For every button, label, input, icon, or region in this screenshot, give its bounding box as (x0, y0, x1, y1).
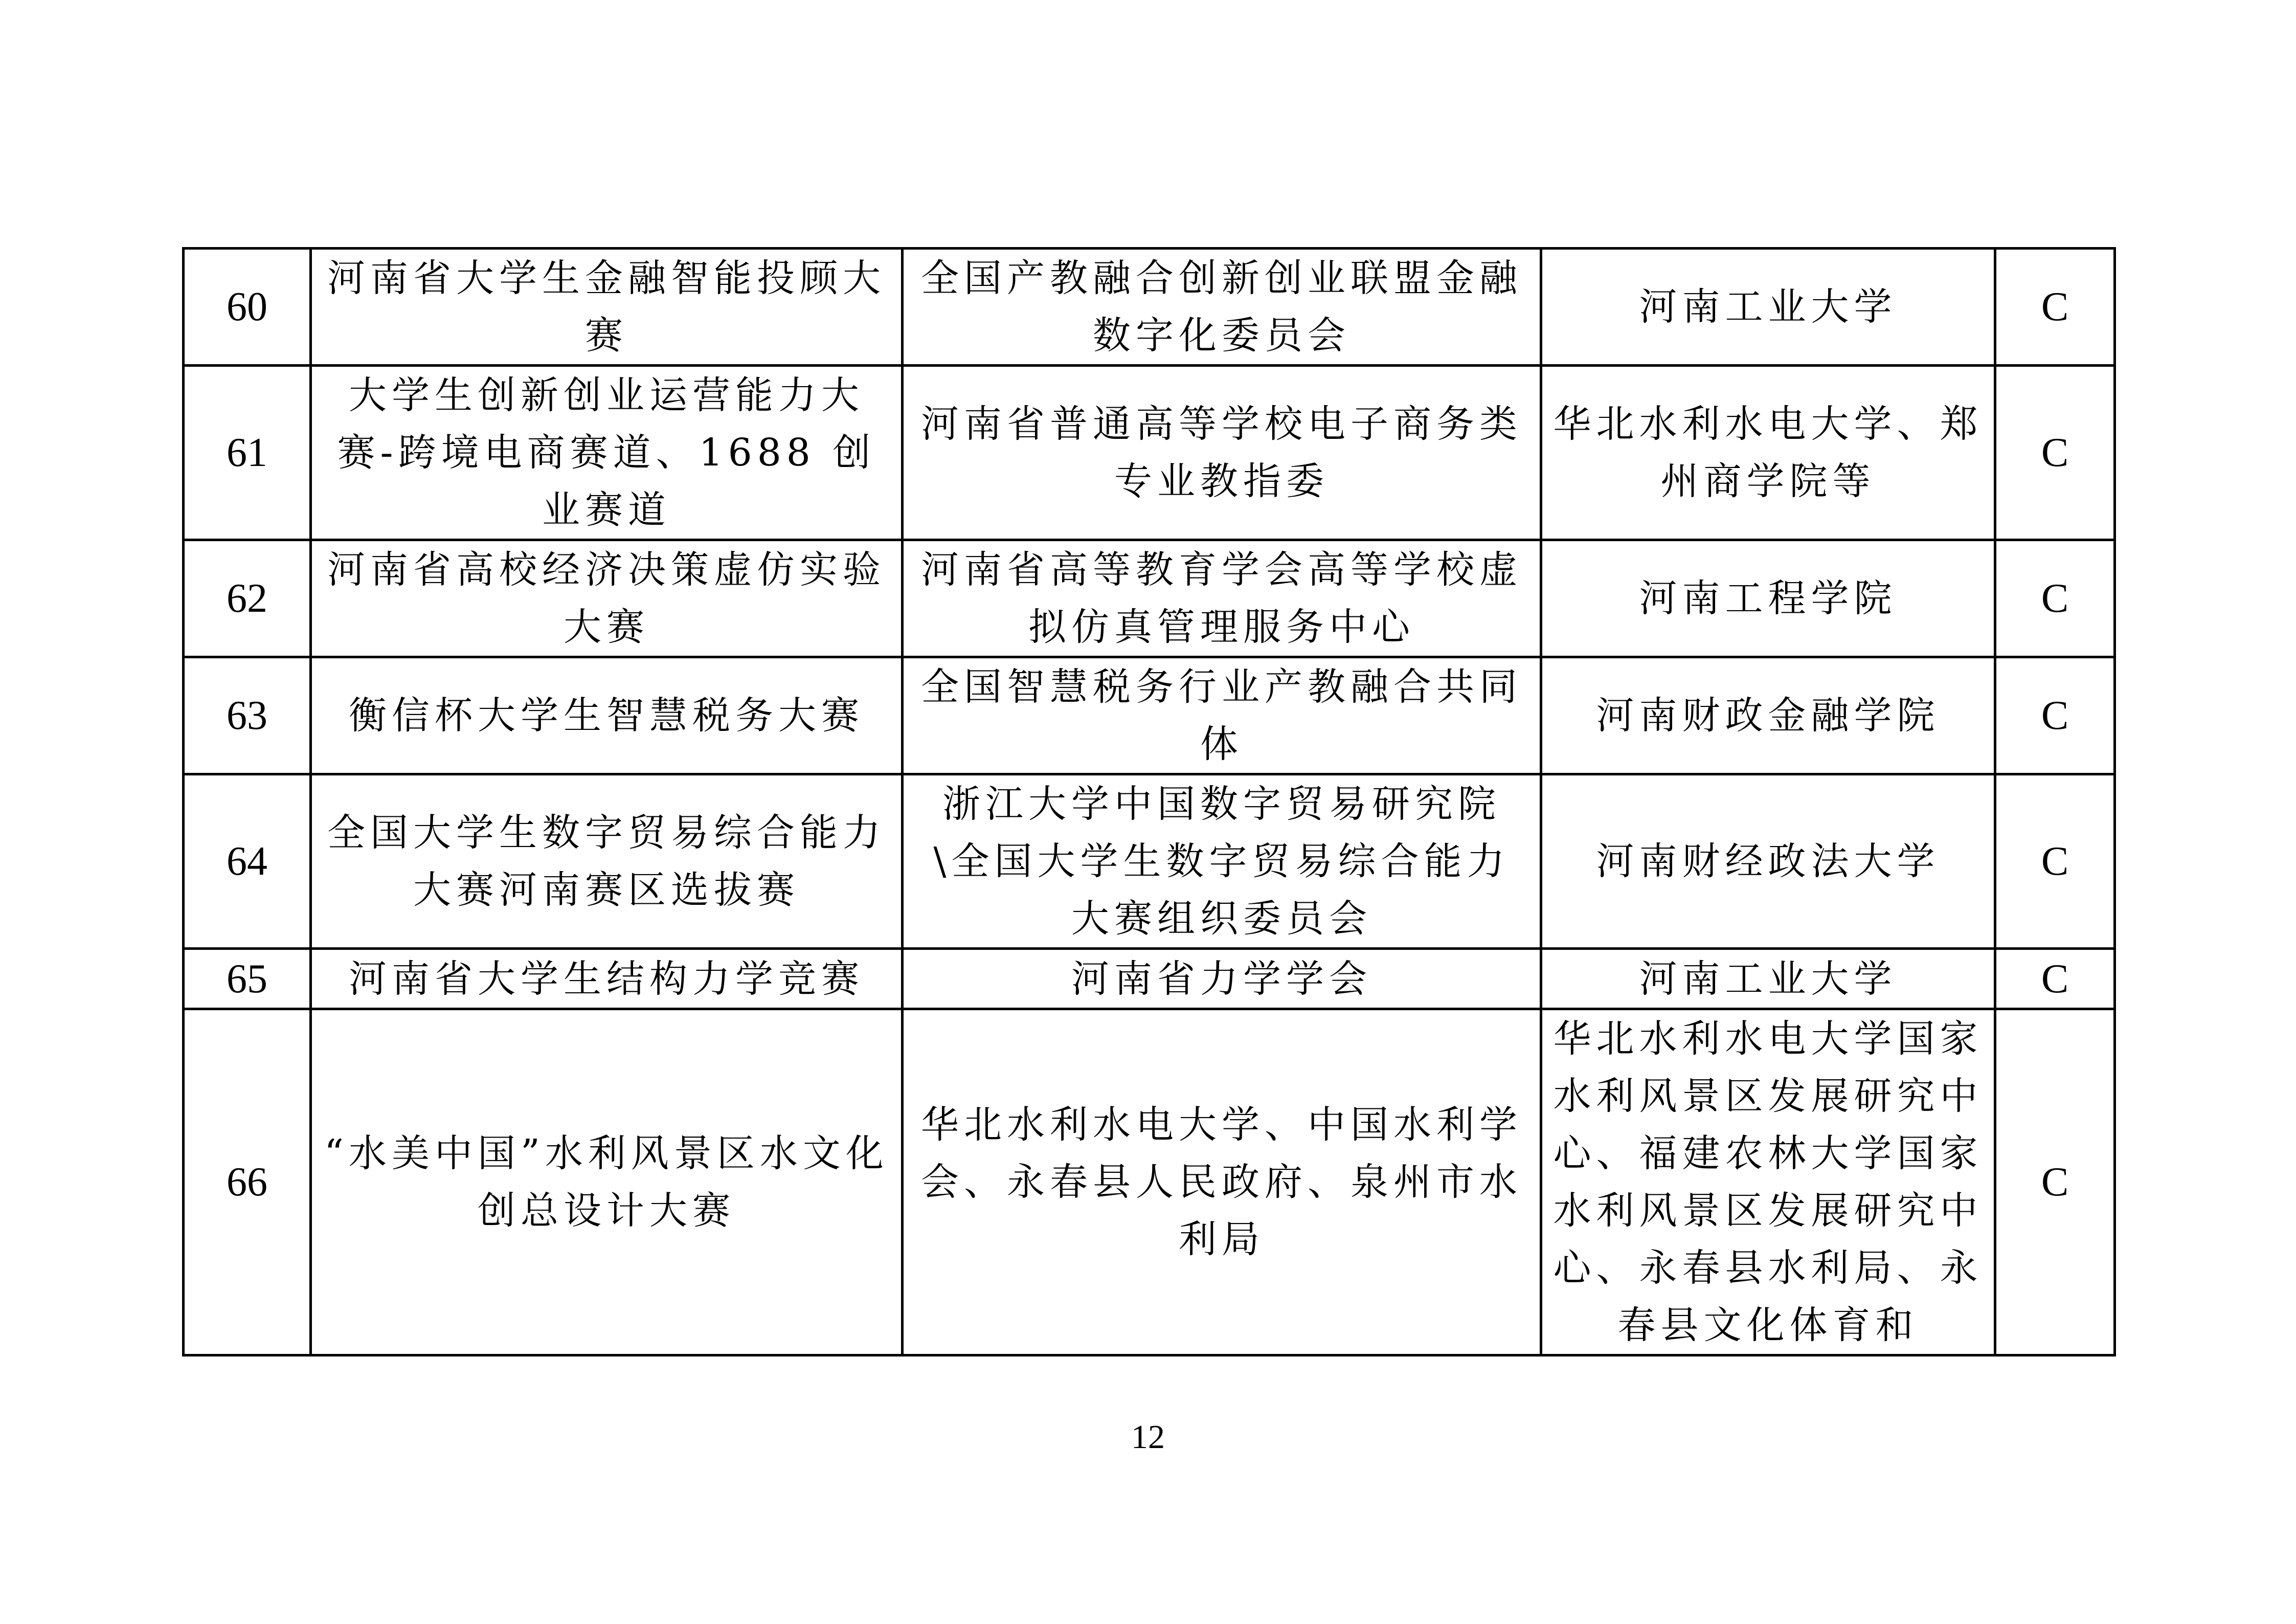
competition-name: 河南省大学生结构力学竞赛 (311, 949, 903, 1009)
host-institution: 河南工业大学 (1541, 949, 1995, 1009)
competition-name: “水美中国”水利风景区水文化创总设计大赛 (311, 1009, 903, 1355)
grade: C (1995, 540, 2115, 657)
host-institution: 华北水利水电大学国家水利风景区发展研究中心、福建农林大学国家水利风景区发展研究中心、永春县水利局、永春县文化体育和 (1541, 1009, 1995, 1355)
host-institution: 华北水利水电大学、郑州商学院等 (1541, 366, 1995, 540)
table-row (184, 540, 2115, 657)
grade: C (1995, 1009, 2115, 1355)
table-row (184, 657, 2115, 774)
table-row (184, 949, 2115, 1009)
table-row (184, 249, 2115, 366)
row-number: 60 (184, 249, 311, 366)
host-institution: 河南工业大学 (1541, 249, 1995, 366)
table-row (184, 366, 2115, 540)
competition-name: 全国大学生数字贸易综合能力大赛河南赛区选拔赛 (311, 774, 903, 949)
competition-table (182, 247, 2116, 1356)
organizer: 河南省普通高等学校电子商务类专业教指委 (903, 366, 1541, 540)
organizer: 全国产教融合创新创业联盟金融数字化委员会 (903, 249, 1541, 366)
competition-name: 河南省高校经济决策虚仿实验大赛 (311, 540, 903, 657)
row-number: 65 (184, 949, 311, 1009)
table-row (184, 774, 2115, 949)
row-number: 62 (184, 540, 311, 657)
row-number: 61 (184, 366, 311, 540)
page-number: 12 (1131, 1418, 1165, 1456)
organizer: 河南省高等教育学会高等学校虚拟仿真管理服务中心 (903, 540, 1541, 657)
row-number: 66 (184, 1009, 311, 1355)
row-number: 64 (184, 774, 311, 949)
organizer: 河南省力学学会 (903, 949, 1541, 1009)
row-number: 63 (184, 657, 311, 774)
grade: C (1995, 657, 2115, 774)
host-institution: 河南工程学院 (1541, 540, 1995, 657)
grade: C (1995, 949, 2115, 1009)
table-row (184, 1009, 2115, 1355)
host-institution: 河南财政金融学院 (1541, 657, 1995, 774)
competition-name: 大学生创新创业运营能力大赛-跨境电商赛道、1688 创业赛道 (311, 366, 903, 540)
grade: C (1995, 774, 2115, 949)
organizer: 华北水利水电大学、中国水利学会、永春县人民政府、泉州市水利局 (903, 1009, 1541, 1355)
grade: C (1995, 366, 2115, 540)
organizer: 浙江大学中国数字贸易研究院\全国大学生数字贸易综合能力大赛组织委员会 (903, 774, 1541, 949)
competition-name: 河南省大学生金融智能投顾大赛 (311, 249, 903, 366)
organizer: 全国智慧税务行业产教融合共同体 (903, 657, 1541, 774)
grade: C (1995, 249, 2115, 366)
host-institution: 河南财经政法大学 (1541, 774, 1995, 949)
competition-name: 衡信杯大学生智慧税务大赛 (311, 657, 903, 774)
